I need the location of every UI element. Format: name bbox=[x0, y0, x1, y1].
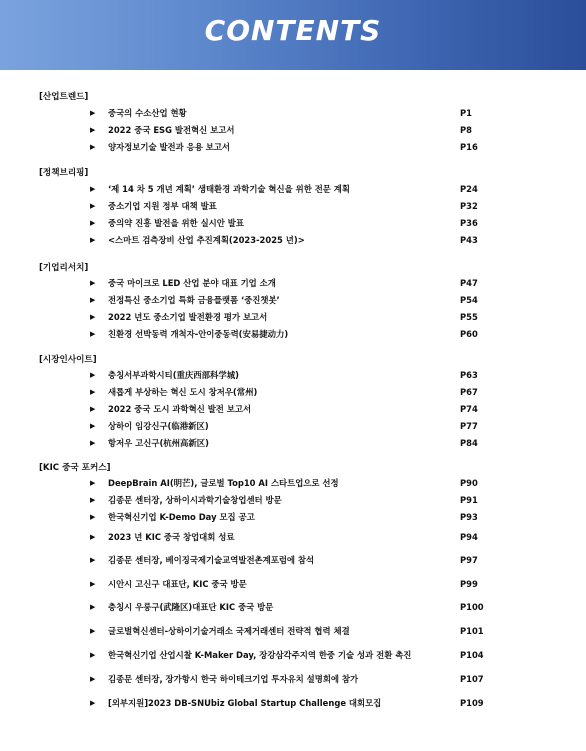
toc-entry[interactable] bbox=[0, 309, 586, 326]
toc-entry[interactable] bbox=[0, 122, 586, 139]
toc-entry[interactable] bbox=[0, 552, 586, 569]
toc-entry-title: 2023 년 KIC 중국 창업대회 성료 bbox=[108, 532, 235, 542]
section-title: [KIC 중국 포커스] bbox=[39, 463, 111, 473]
toc-entry-title: 시안시 고신구 대표단, KIC 중국 방문 bbox=[108, 579, 247, 589]
toc-entry[interactable] bbox=[0, 139, 586, 156]
bullet-arrow-icon: ▶ bbox=[90, 330, 96, 338]
toc-entry-title: 상하이 임강신구(临港新区) bbox=[108, 421, 209, 431]
toc-entry[interactable] bbox=[0, 671, 586, 688]
section-title: [정책브리핑] bbox=[39, 168, 89, 178]
toc-entry-page: P104 bbox=[460, 650, 484, 660]
toc-entry[interactable] bbox=[0, 105, 586, 122]
bullet-arrow-icon: ▶ bbox=[90, 279, 96, 287]
toc-entry-title: <스마트 검측장비 산업 추진계획(2023-2025 년)> bbox=[108, 235, 305, 245]
toc-entry-page: P24 bbox=[460, 184, 478, 194]
toc-entry-title: 충칭시 우룽구(武隆区)대표단 KIC 중국 방문 bbox=[108, 602, 274, 612]
toc-entry[interactable] bbox=[0, 529, 586, 546]
bullet-arrow-icon: ▶ bbox=[90, 556, 96, 564]
toc-entry-page: P55 bbox=[460, 312, 478, 322]
toc-entry-title: 중국 마이크로 LED 산업 분야 대표 기업 소개 bbox=[108, 278, 276, 288]
toc-entry[interactable] bbox=[0, 401, 586, 418]
bullet-arrow-icon: ▶ bbox=[90, 236, 96, 244]
toc-entry[interactable] bbox=[0, 492, 586, 509]
toc-entry-page: P100 bbox=[460, 602, 484, 612]
toc-entry-title: 한국혁신기업 산업시찰 K-Maker Day, 장강삼각주지역 한중 기술 성과 전환 촉진 bbox=[108, 650, 412, 660]
toc-entry-page: P93 bbox=[460, 512, 478, 522]
toc-entry-title: 한국혁신기업 K-Demo Day 모집 공고 bbox=[108, 512, 255, 522]
toc-entry-title: ‘제 14 차 5 개년 계획’ 생태환경 과학기술 혁신을 위한 전문 계획 bbox=[108, 184, 350, 194]
toc-entry[interactable] bbox=[0, 215, 586, 232]
bullet-arrow-icon: ▶ bbox=[90, 109, 96, 117]
toc-entry-title: 2022 중국 도시 과학혁신 발전 보고서 bbox=[108, 404, 252, 414]
toc-entry-page: P47 bbox=[460, 278, 478, 288]
bullet-arrow-icon: ▶ bbox=[90, 533, 96, 541]
toc-entry[interactable] bbox=[0, 384, 586, 401]
toc-entry-page: P60 bbox=[460, 329, 478, 339]
toc-entry-title: 2022 중국 ESG 발전혁신 보고서 bbox=[108, 125, 235, 135]
toc-entry-page: P67 bbox=[460, 387, 478, 397]
toc-entry-title: 전정특신 중소기업 특화 금융플랫폼 ‘중진챗봇’ bbox=[108, 295, 280, 305]
bullet-arrow-icon: ▶ bbox=[90, 651, 96, 659]
toc-entry[interactable] bbox=[0, 418, 586, 435]
bullet-arrow-icon: ▶ bbox=[90, 371, 96, 379]
toc-entry[interactable] bbox=[0, 509, 586, 526]
toc-entry[interactable] bbox=[0, 623, 586, 640]
toc-entry[interactable] bbox=[0, 599, 586, 616]
toc-entry-page: P109 bbox=[460, 698, 484, 708]
toc-entry-title: 충칭서부과학시티(重庆西部科学城) bbox=[108, 370, 240, 380]
bullet-arrow-icon: ▶ bbox=[90, 479, 96, 487]
toc-entry-page: P16 bbox=[460, 142, 478, 152]
bullet-arrow-icon: ▶ bbox=[90, 496, 96, 504]
toc-entry[interactable] bbox=[0, 576, 586, 593]
bullet-arrow-icon: ▶ bbox=[90, 185, 96, 193]
bullet-arrow-icon: ▶ bbox=[90, 313, 96, 321]
toc-entry-page: P1 bbox=[460, 108, 472, 118]
toc-entry[interactable] bbox=[0, 367, 586, 384]
bullet-arrow-icon: ▶ bbox=[90, 219, 96, 227]
toc-entry[interactable] bbox=[0, 292, 586, 309]
toc-entry[interactable] bbox=[0, 198, 586, 215]
bullet-arrow-icon: ▶ bbox=[90, 439, 96, 447]
toc-entry-title: DeepBrain AI(明芒), 글로벌 Top10 AI 스타트업으로 선정 bbox=[108, 478, 339, 488]
bullet-arrow-icon: ▶ bbox=[90, 580, 96, 588]
bullet-arrow-icon: ▶ bbox=[90, 603, 96, 611]
toc-entry-page: P8 bbox=[460, 125, 472, 135]
bullet-arrow-icon: ▶ bbox=[90, 699, 96, 707]
toc-entry[interactable] bbox=[0, 275, 586, 292]
toc-entry-page: P97 bbox=[460, 555, 478, 565]
toc-entry[interactable] bbox=[0, 435, 586, 452]
bullet-arrow-icon: ▶ bbox=[90, 422, 96, 430]
bullet-arrow-icon: ▶ bbox=[90, 675, 96, 683]
toc-entry-title: 2022 년도 중소기업 발전환경 평가 보고서 bbox=[108, 312, 268, 322]
toc-entry-page: P84 bbox=[460, 438, 478, 448]
bullet-arrow-icon: ▶ bbox=[90, 513, 96, 521]
toc-entry-page: P74 bbox=[460, 404, 478, 414]
bullet-arrow-icon: ▶ bbox=[90, 405, 96, 413]
bullet-arrow-icon: ▶ bbox=[90, 627, 96, 635]
toc-entry-title: 중국의 수소산업 현황 bbox=[108, 108, 187, 118]
toc-entry-page: P63 bbox=[460, 370, 478, 380]
toc-entry-page: P32 bbox=[460, 201, 478, 211]
toc-entry-page: P43 bbox=[460, 235, 478, 245]
section-title: [기업리서치] bbox=[39, 263, 89, 273]
toc-entry-page: P36 bbox=[460, 218, 478, 228]
toc-entry-page: P77 bbox=[460, 421, 478, 431]
toc-entry-title: 김종문 센터장, 장가항시 한국 하이테크기업 투자유치 설명회에 참가 bbox=[108, 674, 359, 684]
toc-entry-title: 김종문 센터장, 베이징국제기술교역발전촌계포럼에 참석 bbox=[108, 555, 315, 565]
section-title: [시장인사이트] bbox=[39, 355, 97, 365]
toc-entry-title: 새롭게 부상하는 혁신 도시 창저우(常州) bbox=[108, 387, 258, 397]
bullet-arrow-icon: ▶ bbox=[90, 143, 96, 151]
toc-entry[interactable] bbox=[0, 695, 586, 712]
page-title: CONTENTS bbox=[204, 14, 382, 47]
toc-entry-page: P90 bbox=[460, 478, 478, 488]
toc-entry[interactable] bbox=[0, 181, 586, 198]
toc-entry[interactable] bbox=[0, 475, 586, 492]
toc-entry-title: 김종문 센터장, 상하이시과학기술창업센터 방문 bbox=[108, 495, 282, 505]
toc-entry-title: 중소기업 지원 정부 대책 발표 bbox=[108, 201, 217, 211]
toc-entry-title: 중의약 진흥 발전을 위한 실시안 발표 bbox=[108, 218, 244, 228]
toc-entry-page: P91 bbox=[460, 495, 478, 505]
bullet-arrow-icon: ▶ bbox=[90, 126, 96, 134]
toc-entry-title: [외부지원]2023 DB-SNUbiz Global Startup Challenge 대회모집 bbox=[108, 698, 382, 708]
toc-entry[interactable] bbox=[0, 647, 586, 664]
bullet-arrow-icon: ▶ bbox=[90, 296, 96, 304]
header-banner bbox=[0, 0, 586, 70]
toc-entry-title: 친환경 선박동력 개척자-안이중동력(安易捷动力) bbox=[108, 329, 289, 339]
toc-entry-title: 항저우 고신구(杭州高新区) bbox=[108, 438, 209, 448]
toc-entry[interactable] bbox=[0, 326, 586, 343]
toc-entry-page: P54 bbox=[460, 295, 478, 305]
toc-entry-page: P99 bbox=[460, 579, 478, 589]
toc-entry-page: P107 bbox=[460, 674, 484, 684]
toc-entry-page: P101 bbox=[460, 626, 484, 636]
section-title: [산업트렌드] bbox=[39, 92, 89, 102]
toc-entry-title: 글로벌혁신센터-상하이기술거래소 국제거래센터 전략적 협력 체결 bbox=[108, 626, 350, 636]
toc-entry[interactable] bbox=[0, 232, 586, 249]
toc-entry-title: 양자정보기술 발전과 응용 보고서 bbox=[108, 142, 231, 152]
bullet-arrow-icon: ▶ bbox=[90, 202, 96, 210]
toc-entry-page: P94 bbox=[460, 532, 478, 542]
bullet-arrow-icon: ▶ bbox=[90, 388, 96, 396]
